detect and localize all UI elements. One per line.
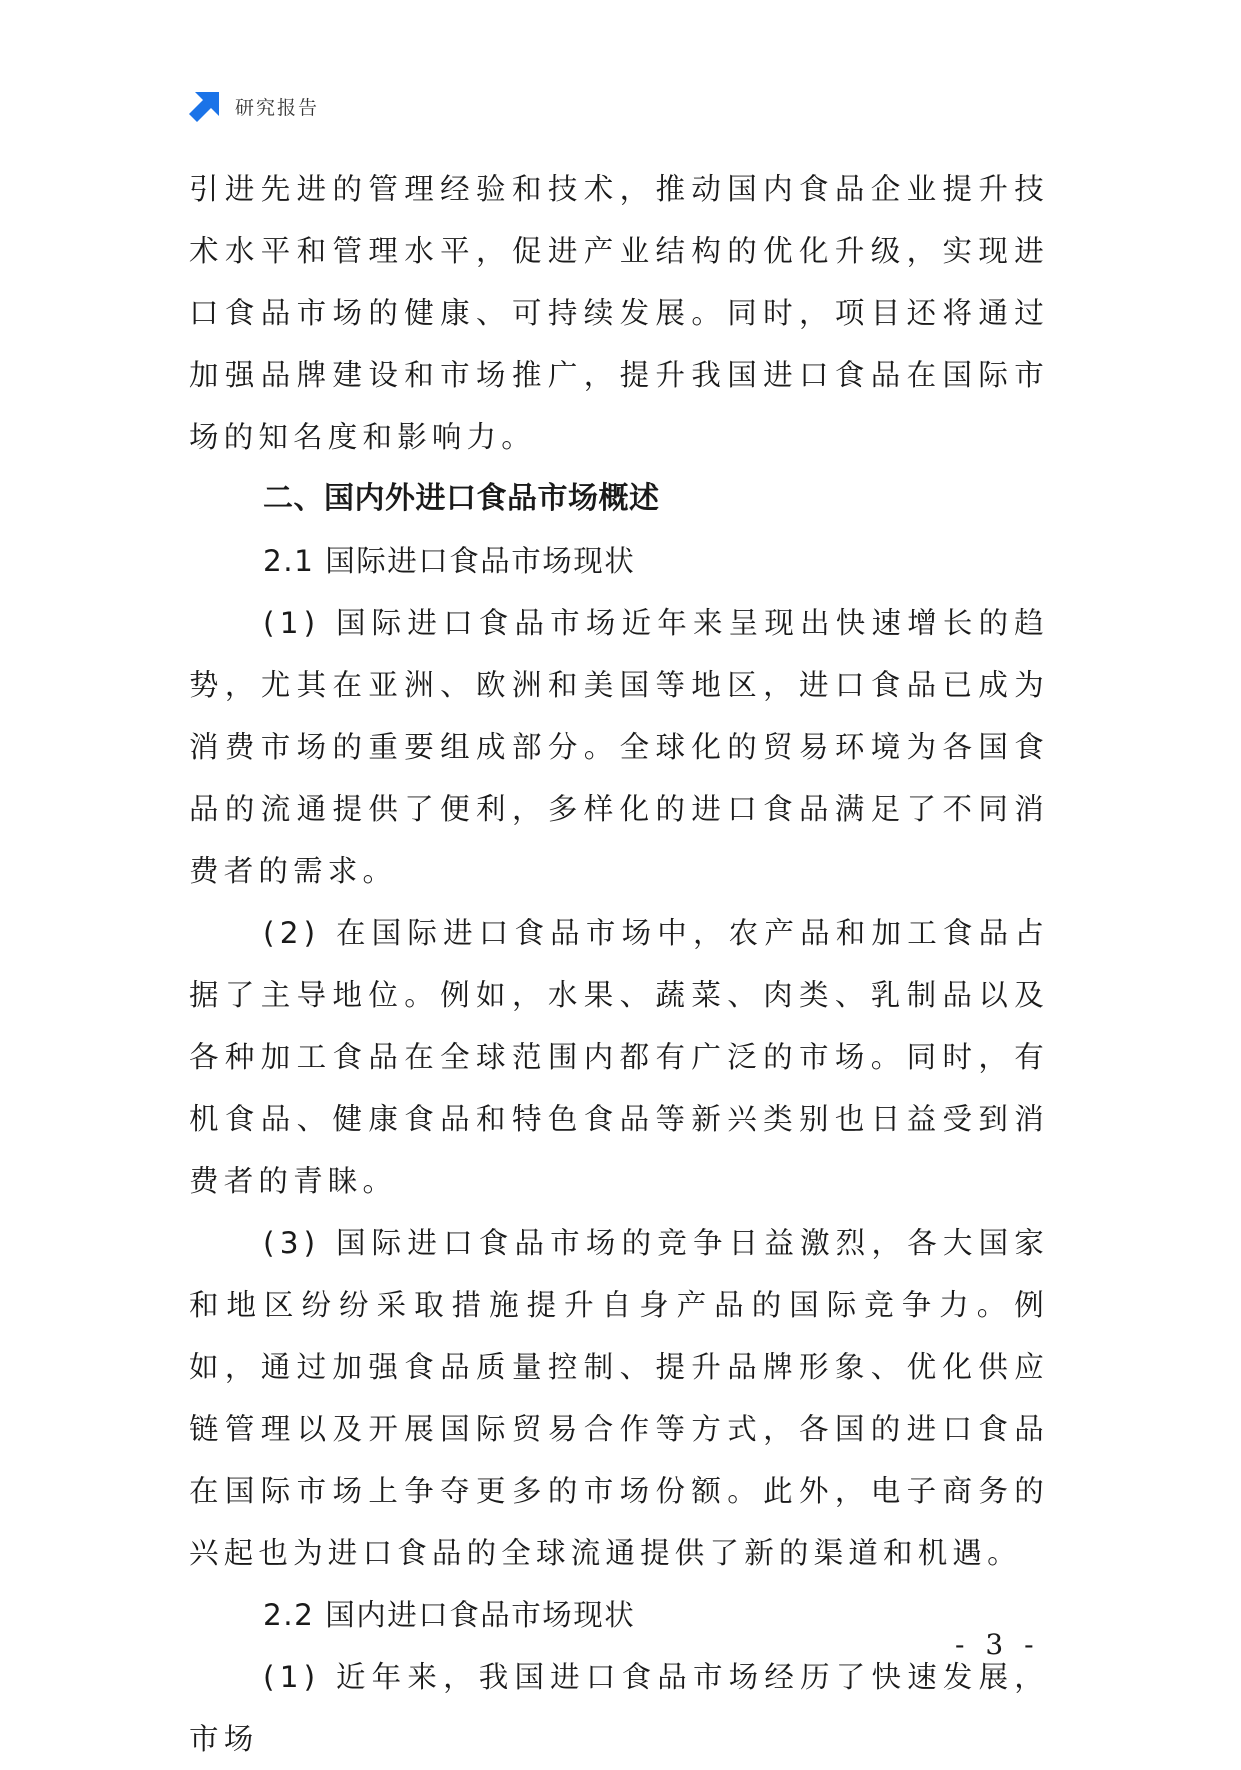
intro-paragraph: 引进先进的管理经验和技术，推动国内食品企业提升技术水平和管理水平，促进产业结构的优化升级，实现进口食品市场的健康、可持续发展。同时，项目还将通过加强品牌建设和市场推广，提升我国进口食品在国际市场的知名度和影响力。 — [189, 172, 1049, 454]
subsection-heading-2-2: 2.2 国内进口食品市场现状 — [263, 1598, 636, 1632]
arrow-up-right-icon — [189, 90, 221, 122]
paragraph-2-1-2: (2) 在国际进口食品市场中，农产品和加工食品占据了主导地位。例如，水果、蔬菜、肉类、乳制品以及各种加工食品在全球范围内都有广泛的市场。同时，有机食品、健康食品和特色食品等新兴类别也日益受到消费者的青睐。 — [189, 916, 1049, 1198]
document-body — [189, 158, 1049, 1770]
paragraph-2-2-1: (1) 近年来，我国进口食品市场经历了快速发展，市场 — [189, 1660, 1049, 1756]
page-number: - 3 - — [955, 1628, 1040, 1661]
paragraph-2-1-3: (3) 国际进口食品市场的竞争日益激烈，各大国家和地区纷纷采取措施提升自身产品的国际竞争力。例如，通过加强食品质量控制、提升品牌形象、优化供应链管理以及开展国际贸易合作等方式，各国的进口食品在国际市场上争夺更多的市场份额。此外，电子商务的兴起也为进口食品的全球流通提供了新的渠道和机遇。 — [189, 1226, 1049, 1570]
report-type-label: 研究报告 — [235, 96, 320, 119]
paragraph-2-1-1: (1) 国际进口食品市场近年来呈现出快速增长的趋势，尤其在亚洲、欧洲和美国等地区，进口食品已成为消费市场的重要组成部分。全球化的贸易环境为各国食品的流通提供了便利，多样化的进口食品满足了不同消费者的需求。 — [189, 606, 1049, 888]
page-header — [189, 88, 319, 124]
section-heading: 二、国内外进口食品市场概述 — [263, 481, 660, 516]
subsection-heading-2-1: 2.1 国际进口食品市场现状 — [263, 544, 636, 578]
